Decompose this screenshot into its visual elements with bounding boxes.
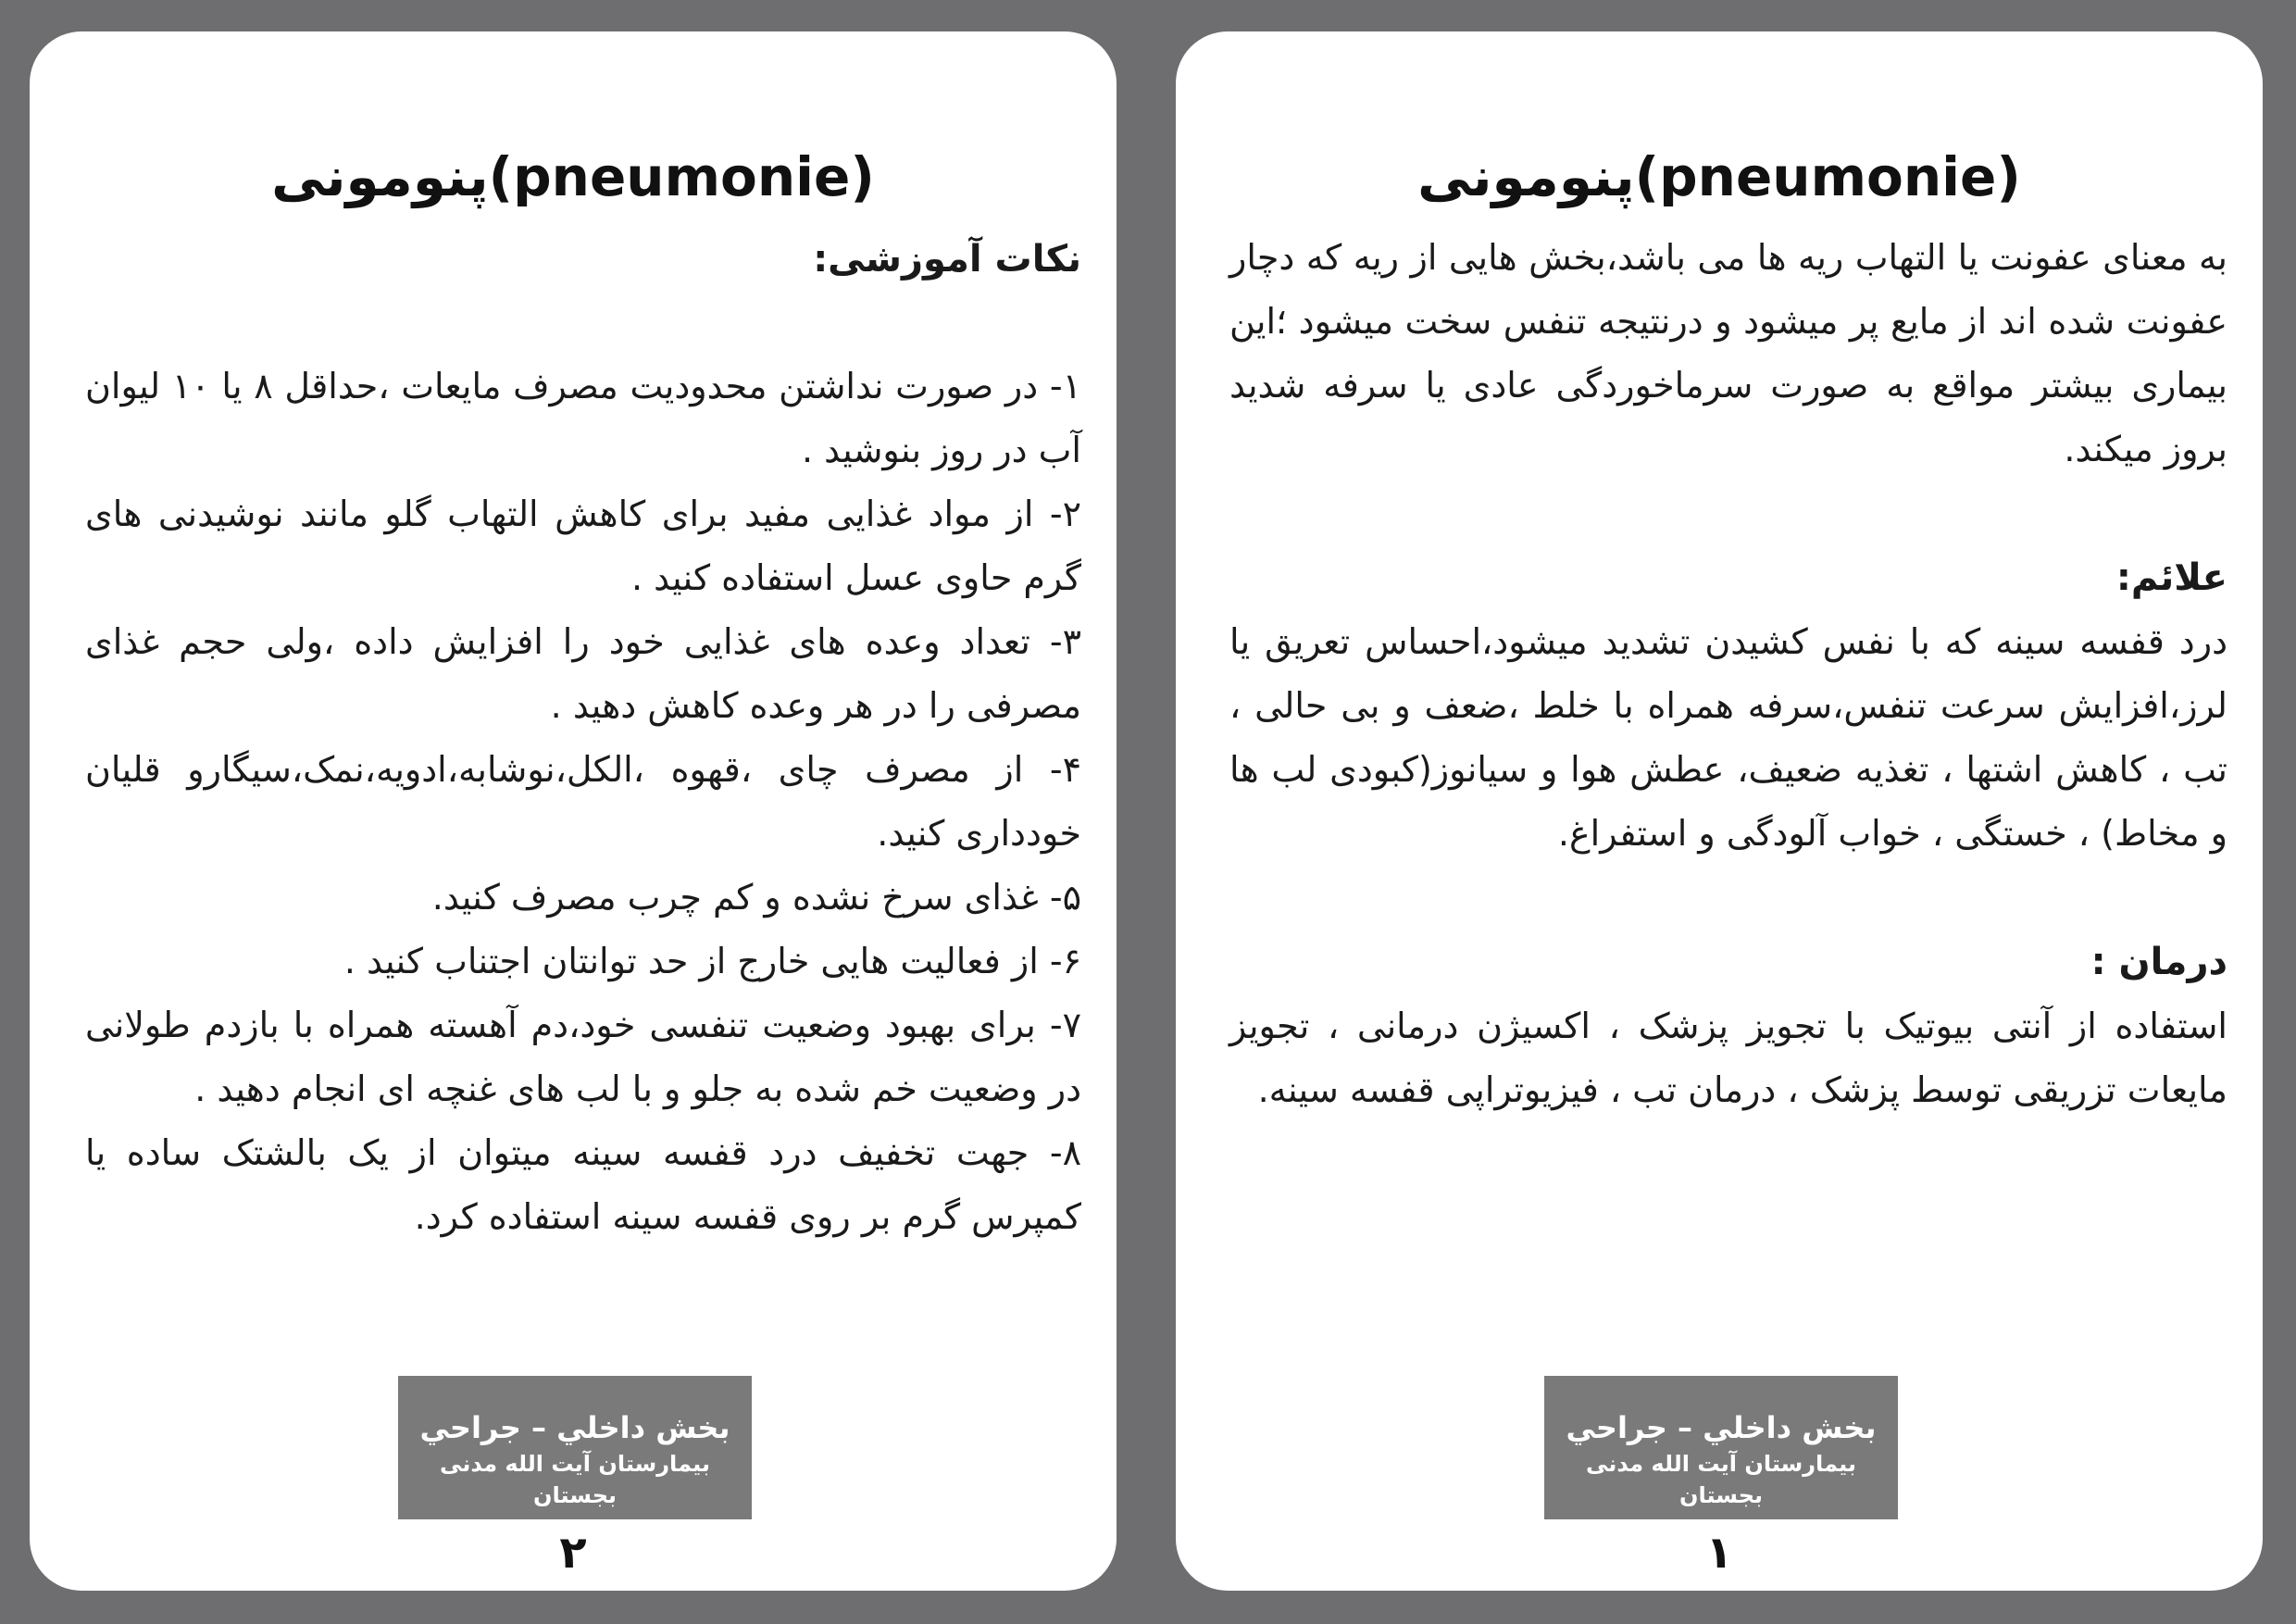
page-card-2 [30,31,1117,1591]
department-footer [398,1376,752,1519]
symptoms-paragraph: درد قفسه سینه که با نفس کشیدن تشدید میشود،احساس تعریق یا لرز،افزایش سرعت تنفس،سرفه همراه با خلط ،ضعف و بی حالی ، تب ، کاهش اشتها ، تغذیه ضعیف، عطش هوا و سیانوز(کبودی لب ها و مخاط) ، خستگی ، خواب آلودگی و استفراغ. [1229,621,2227,854]
section-heading-education: نکات آموزشی: [813,238,1081,281]
page-title: پنومونی(pneumonie) [1417,145,2021,208]
department-name: بخش داخلي – جراحي [1566,1410,1877,1445]
page-card-1 [1176,31,2263,1591]
page-content [1229,226,2227,1122]
section-heading-symptoms: علائم: [2115,556,2227,599]
list-item: ۷- برای بهبود وضعیت تنفسی خود،دم آهسته همراه با بازدم طولانی در وضعیت خم شده به جلو و با لب های غنچه ای انجام دهید . [85,1005,1081,1109]
list-item: ۱- در صورت نداشتن محدودیت مصرف مایعات ،حداقل ۸ یا ۱۰ لیوان آب در روز بنوشید . [85,366,1081,470]
department-name: بخش داخلي – جراحي [419,1410,730,1445]
hospital-name: بیمارستان آیت الله مدنی بجستان [440,1451,710,1508]
list-item: ۴- از مصرف چای ،قهوه ،الکل،نوشابه،ادویه،نمک،سیگارو قلیان خودداری کنید. [85,749,1081,854]
section-heading-treatment: درمان : [2090,941,2227,983]
page-number: ۲ [559,1527,587,1579]
list-item: ۵- غذای سرخ نشده و کم چرب مصرف کنید. [431,877,1081,918]
page-title: پنومونی(pneumonie) [271,145,875,208]
intro-paragraph: به معنای عفونت یا التهاب ریه ها می باشد،بخش هایی از ریه که دچار عفونت شده اند از مایع پر میشود و درنتیجه تنفس سخت میشود ؛این بیماری بیشتر مواقع به صورت سرماخوردگی عادی یا سرفه شدید بروز میکند. [1229,237,2227,469]
list-item: ۸- جهت تخفیف درد قفسه سینه میتوان از یک بالشتک ساده یا کمپرس گرم بر روی قفسه سینه استفاده کرد. [85,1132,1081,1237]
page-content [85,228,1081,1249]
department-footer [1544,1376,1898,1519]
hospital-name: بیمارستان آیت الله مدنی بجستان [1586,1451,1856,1508]
treatment-paragraph: استفاده از آنتی بیوتیک با تجویز پزشک ، اکسیژن درمانی ، تجویز مایعات تزریقی توسط پزشک ، درمان تب ، فیزیوتراپی قفسه سینه. [1229,1006,2227,1110]
page-number: ۱ [1705,1527,1733,1579]
list-item: ۲- از مواد غذایی مفید برای کاهش التهاب گلو مانند نوشیدنی های گرم حاوی عسل استفاده کنید . [85,493,1081,598]
list-item: ۳- تعداد وعده های غذایی خود را افزایش داده ،ولی حجم غذای مصرفی را در هر وعده کاهش دهید . [85,621,1081,726]
list-item: ۶- از فعالیت هایی خارج از حد توانتان اجتناب کنید . [343,941,1081,981]
